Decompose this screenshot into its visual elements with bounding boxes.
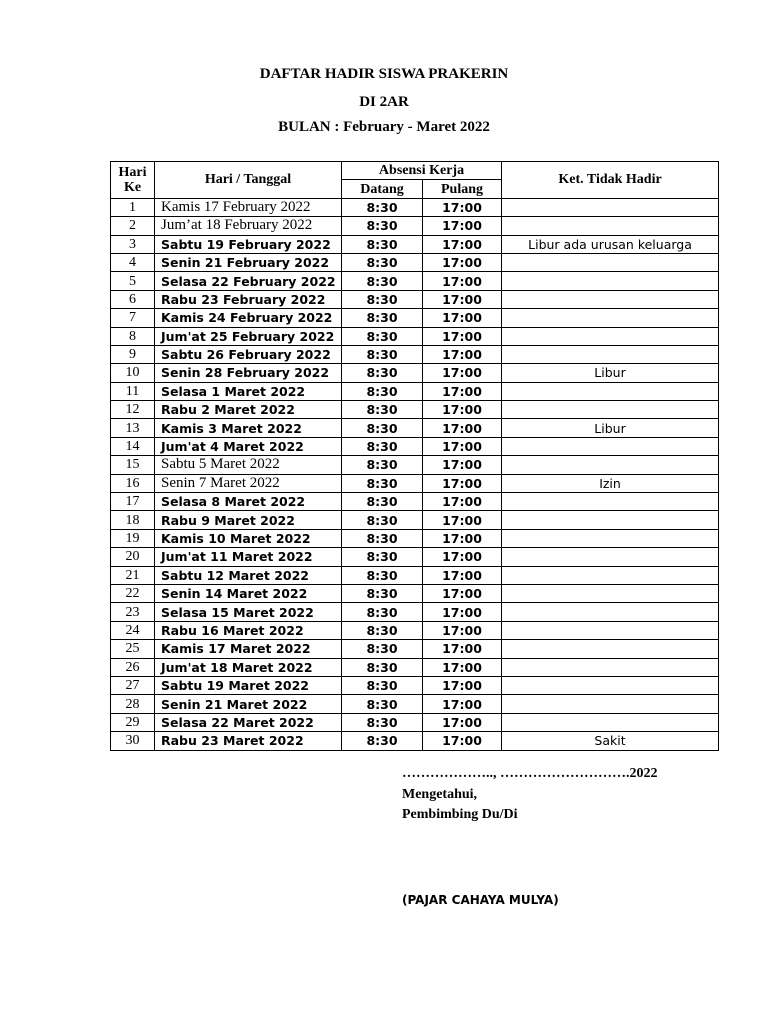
row-pulang: 17:00 (423, 676, 502, 694)
row-ket (502, 493, 719, 511)
row-datang: 8:30 (342, 290, 423, 308)
row-number: 5 (111, 272, 155, 290)
row-date: Jum'at 18 Maret 2022 (155, 658, 342, 676)
row-ket (502, 640, 719, 658)
row-date: Kamis 24 February 2022 (155, 309, 342, 327)
row-pulang: 17:00 (423, 198, 502, 216)
header-ket-tidak-hadir: Ket. Tidak Hadir (502, 162, 719, 199)
row-datang: 8:30 (342, 309, 423, 327)
row-pulang: 17:00 (423, 713, 502, 731)
row-date: Sabtu 5 Maret 2022 (155, 456, 342, 474)
row-date: Senin 14 Maret 2022 (155, 584, 342, 602)
row-number: 24 (111, 621, 155, 639)
table-row (111, 548, 719, 566)
row-datang: 8:30 (342, 474, 423, 492)
row-pulang: 17:00 (423, 456, 502, 474)
row-number: 30 (111, 732, 155, 750)
row-pulang: 17:00 (423, 437, 502, 455)
row-number: 9 (111, 345, 155, 363)
row-datang: 8:30 (342, 548, 423, 566)
row-ket (502, 529, 719, 547)
row-number: 16 (111, 474, 155, 492)
row-number: 28 (111, 695, 155, 713)
row-datang: 8:30 (342, 713, 423, 731)
row-number: 20 (111, 548, 155, 566)
row-date: Rabu 2 Maret 2022 (155, 401, 342, 419)
row-number: 11 (111, 382, 155, 400)
row-date: Kamis 17 February 2022 (155, 198, 342, 216)
row-ket: Libur ada urusan keluarga (502, 235, 719, 253)
row-number: 25 (111, 640, 155, 658)
row-date: Senin 7 Maret 2022 (155, 474, 342, 492)
row-number: 3 (111, 235, 155, 253)
row-date: Sabtu 26 February 2022 (155, 345, 342, 363)
table-row (111, 419, 719, 437)
row-date: Selasa 1 Maret 2022 (155, 382, 342, 400)
row-ket (502, 217, 719, 235)
row-pulang: 17:00 (423, 732, 502, 750)
row-number: 8 (111, 327, 155, 345)
row-datang: 8:30 (342, 695, 423, 713)
attendance-table (110, 161, 719, 751)
table-row (111, 272, 719, 290)
row-ket: Izin (502, 474, 719, 492)
row-datang: 8:30 (342, 658, 423, 676)
row-date: Sabtu 19 Maret 2022 (155, 676, 342, 694)
row-date: Sabtu 12 Maret 2022 (155, 566, 342, 584)
row-ket (502, 345, 719, 363)
row-date: Jum'at 25 February 2022 (155, 327, 342, 345)
signature-role: Pembimbing Du/Di (402, 807, 518, 822)
row-number: 14 (111, 437, 155, 455)
row-datang: 8:30 (342, 401, 423, 419)
row-date: Senin 28 February 2022 (155, 364, 342, 382)
table-row (111, 217, 719, 235)
row-datang: 8:30 (342, 345, 423, 363)
table-row (111, 511, 719, 529)
row-number: 21 (111, 566, 155, 584)
row-pulang: 17:00 (423, 290, 502, 308)
header-absensi-kerja: Absensi Kerja (342, 162, 502, 180)
row-pulang: 17:00 (423, 493, 502, 511)
table-row (111, 474, 719, 492)
table-row (111, 493, 719, 511)
row-date: Selasa 8 Maret 2022 (155, 493, 342, 511)
table-row (111, 676, 719, 694)
table-row (111, 658, 719, 676)
table-row (111, 603, 719, 621)
row-number: 19 (111, 529, 155, 547)
row-datang: 8:30 (342, 235, 423, 253)
row-pulang: 17:00 (423, 345, 502, 363)
row-number: 17 (111, 493, 155, 511)
row-datang: 8:30 (342, 253, 423, 271)
row-ket (502, 327, 719, 345)
table-row (111, 309, 719, 327)
row-pulang: 17:00 (423, 658, 502, 676)
row-datang: 8:30 (342, 456, 423, 474)
row-pulang: 17:00 (423, 548, 502, 566)
row-number: 2 (111, 217, 155, 235)
header-pulang: Pulang (423, 180, 502, 198)
row-ket (502, 272, 719, 290)
row-date: Senin 21 February 2022 (155, 253, 342, 271)
row-number: 13 (111, 419, 155, 437)
signature-place-date: ……………….., ……………………….2022 (402, 766, 658, 781)
row-date: Kamis 10 Maret 2022 (155, 529, 342, 547)
row-ket (502, 198, 719, 216)
row-number: 22 (111, 584, 155, 602)
row-pulang: 17:00 (423, 584, 502, 602)
row-ket (502, 401, 719, 419)
table-row (111, 290, 719, 308)
row-datang: 8:30 (342, 272, 423, 290)
row-ket (502, 548, 719, 566)
row-datang: 8:30 (342, 437, 423, 455)
row-number: 29 (111, 713, 155, 731)
row-date: Rabu 16 Maret 2022 (155, 621, 342, 639)
row-datang: 8:30 (342, 511, 423, 529)
row-date: Rabu 9 Maret 2022 (155, 511, 342, 529)
row-pulang: 17:00 (423, 364, 502, 382)
row-ket: Sakit (502, 732, 719, 750)
row-datang: 8:30 (342, 584, 423, 602)
document-location: DI 2AR (359, 94, 409, 110)
row-pulang: 17:00 (423, 474, 502, 492)
row-datang: 8:30 (342, 676, 423, 694)
row-date: Selasa 15 Maret 2022 (155, 603, 342, 621)
row-datang: 8:30 (342, 493, 423, 511)
header-hari-ke: Hari Ke (111, 162, 155, 199)
table-row (111, 566, 719, 584)
table-row (111, 437, 719, 455)
row-pulang: 17:00 (423, 401, 502, 419)
signature-name: (PAJAR CAHAYA MULYA) (402, 893, 559, 907)
row-number: 23 (111, 603, 155, 621)
row-datang: 8:30 (342, 732, 423, 750)
row-number: 1 (111, 198, 155, 216)
row-datang: 8:30 (342, 621, 423, 639)
row-ket (502, 713, 719, 731)
row-date: Rabu 23 February 2022 (155, 290, 342, 308)
row-datang: 8:30 (342, 327, 423, 345)
row-date: Kamis 3 Maret 2022 (155, 419, 342, 437)
row-ket (502, 584, 719, 602)
row-number: 15 (111, 456, 155, 474)
row-ket (502, 382, 719, 400)
row-datang: 8:30 (342, 217, 423, 235)
row-datang: 8:30 (342, 603, 423, 621)
row-date: Senin 21 Maret 2022 (155, 695, 342, 713)
row-number: 7 (111, 309, 155, 327)
table-row (111, 235, 719, 253)
table-row (111, 345, 719, 363)
row-pulang: 17:00 (423, 695, 502, 713)
row-ket (502, 309, 719, 327)
row-datang: 8:30 (342, 382, 423, 400)
row-date: Selasa 22 February 2022 (155, 272, 342, 290)
table-row (111, 713, 719, 731)
signature-knowing: Mengetahui, (402, 787, 478, 802)
table-row (111, 382, 719, 400)
row-pulang: 17:00 (423, 621, 502, 639)
row-pulang: 17:00 (423, 327, 502, 345)
row-pulang: 17:00 (423, 603, 502, 621)
row-ket (502, 511, 719, 529)
row-ket: Libur (502, 364, 719, 382)
row-ket (502, 621, 719, 639)
row-pulang: 17:00 (423, 217, 502, 235)
row-date: Selasa 22 Maret 2022 (155, 713, 342, 731)
table-row (111, 253, 719, 271)
row-pulang: 17:00 (423, 382, 502, 400)
table-row (111, 584, 719, 602)
row-date: Jum’at 18 February 2022 (155, 217, 342, 235)
row-date: Rabu 23 Maret 2022 (155, 732, 342, 750)
row-pulang: 17:00 (423, 309, 502, 327)
row-ket (502, 676, 719, 694)
row-ket (502, 437, 719, 455)
row-number: 4 (111, 253, 155, 271)
row-ket (502, 695, 719, 713)
table-row (111, 529, 719, 547)
header-datang: Datang (342, 180, 423, 198)
row-pulang: 17:00 (423, 511, 502, 529)
row-pulang: 17:00 (423, 566, 502, 584)
row-pulang: 17:00 (423, 272, 502, 290)
row-date: Kamis 17 Maret 2022 (155, 640, 342, 658)
row-datang: 8:30 (342, 198, 423, 216)
row-number: 26 (111, 658, 155, 676)
row-pulang: 17:00 (423, 419, 502, 437)
row-date: Jum'at 11 Maret 2022 (155, 548, 342, 566)
row-number: 10 (111, 364, 155, 382)
table-row (111, 198, 719, 216)
row-ket (502, 456, 719, 474)
row-number: 12 (111, 401, 155, 419)
row-number: 18 (111, 511, 155, 529)
row-ket (502, 290, 719, 308)
table-row (111, 327, 719, 345)
row-pulang: 17:00 (423, 529, 502, 547)
table-row (111, 364, 719, 382)
table-row (111, 456, 719, 474)
table-row (111, 621, 719, 639)
row-datang: 8:30 (342, 566, 423, 584)
header-hari-tanggal: Hari / Tanggal (155, 162, 342, 199)
row-ket (502, 603, 719, 621)
row-date: Jum'at 4 Maret 2022 (155, 437, 342, 455)
row-ket (502, 566, 719, 584)
row-pulang: 17:00 (423, 235, 502, 253)
row-number: 27 (111, 676, 155, 694)
table-row (111, 695, 719, 713)
row-ket: Libur (502, 419, 719, 437)
row-datang: 8:30 (342, 364, 423, 382)
row-datang: 8:30 (342, 419, 423, 437)
row-pulang: 17:00 (423, 253, 502, 271)
table-row (111, 640, 719, 658)
table-row (111, 732, 719, 750)
row-ket (502, 253, 719, 271)
table-row (111, 401, 719, 419)
row-number: 6 (111, 290, 155, 308)
row-ket (502, 658, 719, 676)
document-title: DAFTAR HADIR SISWA PRAKERIN (259, 66, 509, 82)
row-datang: 8:30 (342, 640, 423, 658)
document-period: BULAN : February - Maret 2022 (278, 119, 490, 135)
row-date: Sabtu 19 February 2022 (155, 235, 342, 253)
row-pulang: 17:00 (423, 640, 502, 658)
row-datang: 8:30 (342, 529, 423, 547)
